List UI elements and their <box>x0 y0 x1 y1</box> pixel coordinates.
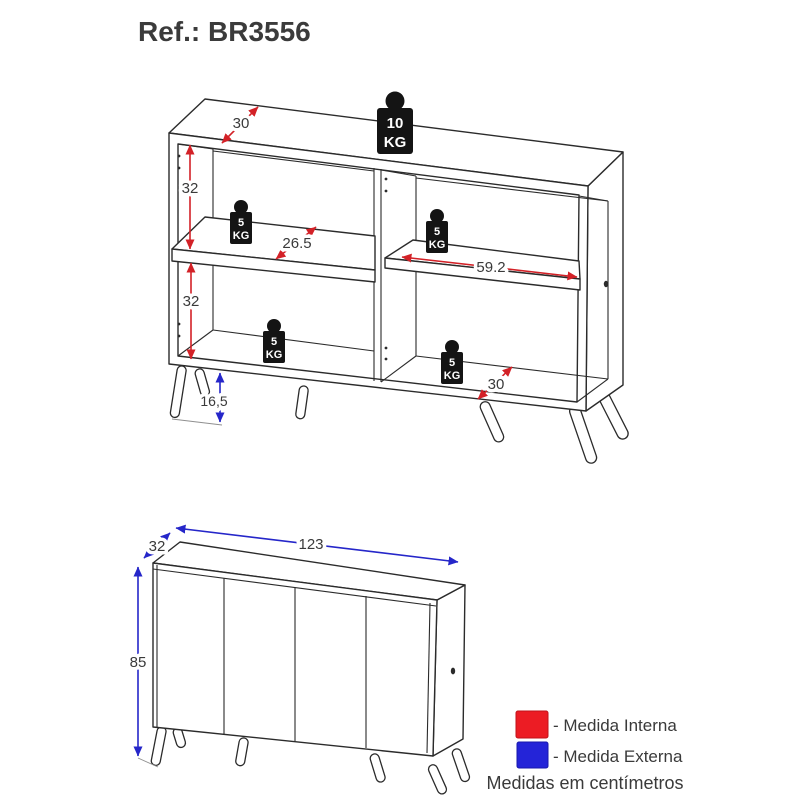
weight-unit: KG <box>383 134 407 151</box>
weight-value: 5 <box>433 226 441 238</box>
front-view <box>130 528 471 795</box>
dim-top-depth: 30 <box>232 115 250 132</box>
iso-right-side-panel <box>586 152 623 411</box>
weight-unit: KG <box>265 349 283 361</box>
dim-leg-height: 16,5 <box>200 393 228 409</box>
external-measure-swatch <box>517 742 548 768</box>
dim-left-shelf-depth: 26.5 <box>282 235 312 252</box>
weight-unit: KG <box>443 370 461 382</box>
dim-height: 85 <box>129 654 147 671</box>
dim-right-shelf-width: 59.2 <box>476 259 506 276</box>
legend-units-note: Medidas em centímetros <box>486 773 684 793</box>
weight-value: 5 <box>270 336 278 348</box>
weight-value: 10 <box>386 115 404 132</box>
weight-value: 5 <box>448 357 456 369</box>
side-knob <box>604 281 608 287</box>
dim-bottom-depth: 30 <box>487 376 505 393</box>
legend <box>486 711 683 793</box>
dim-upper-height: 32 <box>181 180 199 197</box>
legend-internal-label: - Medida Interna <box>553 716 677 735</box>
legend-external-label: - Medida Externa <box>553 747 683 766</box>
weight-unit: KG <box>232 230 250 242</box>
dim-depth: 32 <box>148 538 166 555</box>
side-knob <box>451 668 455 675</box>
weight-value: 5 <box>237 217 245 229</box>
isometric-view <box>169 92 630 465</box>
weight-unit: KG <box>428 239 446 251</box>
front-cabinet-body <box>153 542 465 756</box>
page-title: Ref.: BR3556 <box>138 16 311 47</box>
front-right-side-panel <box>433 585 465 756</box>
weight-icon-top <box>377 92 413 155</box>
dim-lower-height: 32 <box>182 293 200 310</box>
dim-width: 123 <box>298 536 324 553</box>
internal-measure-swatch <box>516 711 548 738</box>
